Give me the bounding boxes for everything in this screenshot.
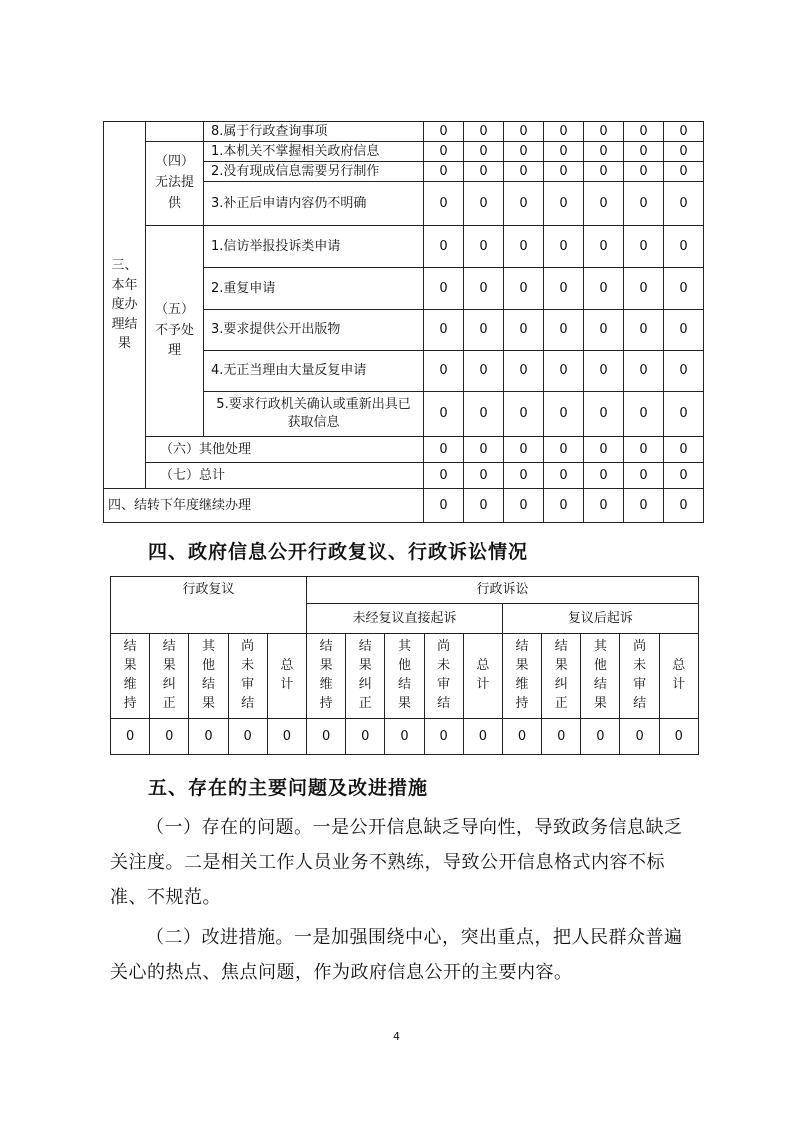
table-row (104, 226, 704, 268)
section5-heading: 五、存在的主要问题及改进措施 (148, 777, 429, 799)
value-cell: 0 (584, 182, 624, 226)
value-cell: 0 (544, 351, 584, 392)
column-label: 总计 (659, 634, 698, 719)
value-cell: 0 (624, 268, 664, 310)
value-cell: 0 (504, 463, 544, 489)
column-label: 结果维持 (502, 634, 541, 719)
value-cell: 0 (584, 142, 624, 162)
value-cell: 0 (424, 142, 464, 162)
value-cell: 0 (624, 437, 664, 463)
value-cell: 0 (464, 122, 504, 142)
value-cell: 0 (267, 719, 306, 755)
value-cell: 0 (544, 268, 584, 310)
value-cell: 0 (504, 489, 544, 523)
value-cell: 0 (664, 351, 704, 392)
column-label: 其他结果 (385, 634, 424, 719)
value-cell: 0 (624, 392, 664, 437)
section4-heading: 四、政府信息公开行政复议、行政诉讼情况 (148, 541, 529, 563)
page-number: 4 (393, 1030, 400, 1043)
value-cell: 0 (385, 719, 424, 755)
value-cell: 0 (228, 719, 267, 755)
table-row (104, 437, 704, 463)
row-label: 5.要求行政机关确认或重新出具已获取信息 (204, 392, 424, 437)
value-cell: 0 (544, 463, 584, 489)
header-row (111, 577, 699, 604)
value-cell: 0 (424, 122, 464, 142)
section3-label: 三、本年度办理结果 (104, 122, 146, 489)
value-cell: 0 (544, 122, 584, 142)
value-row (111, 719, 699, 755)
column-label: 结果维持 (111, 634, 150, 719)
value-cell: 0 (464, 351, 504, 392)
column-label: 结果纠正 (346, 634, 385, 719)
value-cell: 0 (424, 719, 463, 755)
value-cell: 0 (464, 392, 504, 437)
table-row (104, 142, 704, 162)
row-label: （六）其他处理 (146, 437, 424, 463)
value-cell: 0 (584, 351, 624, 392)
value-cell: 0 (544, 162, 584, 182)
value-cell: 0 (424, 268, 464, 310)
value-cell: 0 (464, 182, 504, 226)
value-cell: 0 (424, 351, 464, 392)
value-cell: 0 (584, 463, 624, 489)
value-cell: 0 (624, 142, 664, 162)
value-cell: 0 (664, 310, 704, 351)
review-litigation-table (110, 576, 699, 755)
value-cell: 0 (424, 226, 464, 268)
value-cell: 0 (584, 489, 624, 523)
row-label: 四、结转下年度继续办理 (104, 489, 424, 523)
value-cell: 0 (624, 310, 664, 351)
value-cell: 0 (424, 437, 464, 463)
value-cell: 0 (346, 719, 385, 755)
column-label: 其他结果 (581, 634, 620, 719)
value-cell: 0 (584, 122, 624, 142)
value-cell: 0 (544, 392, 584, 437)
value-cell: 0 (504, 437, 544, 463)
value-cell: 0 (189, 719, 228, 755)
value-cell: 0 (544, 310, 584, 351)
value-cell: 0 (111, 719, 150, 755)
value-cell: 0 (306, 719, 345, 755)
value-cell: 0 (664, 392, 704, 437)
value-cell: 0 (544, 489, 584, 523)
admin-review-header: 行政复议 (111, 577, 307, 634)
value-cell: 0 (464, 226, 504, 268)
value-cell: 0 (424, 310, 464, 351)
value-cell: 0 (659, 719, 698, 755)
admin-litigation-header: 行政诉讼 (306, 577, 698, 604)
column-label: 尚未审结 (424, 634, 463, 719)
row-label: 1.信访举报投诉类申请 (204, 226, 424, 268)
value-cell: 0 (502, 719, 541, 755)
value-cell: 0 (624, 182, 664, 226)
table-row (104, 489, 704, 523)
value-cell: 0 (664, 122, 704, 142)
column-label: 总计 (463, 634, 502, 719)
row-label: 4.无正当理由大量反复申请 (204, 351, 424, 392)
value-cell: 0 (624, 351, 664, 392)
value-cell: 0 (664, 162, 704, 182)
value-cell: 0 (504, 162, 544, 182)
table-row (104, 122, 704, 142)
row-label: 8.属于行政查询事项 (204, 122, 424, 142)
value-cell: 0 (504, 226, 544, 268)
value-cell: 0 (664, 463, 704, 489)
value-cell: 0 (544, 437, 584, 463)
value-cell: 0 (542, 719, 581, 755)
row-label: 2.没有现成信息需要另行制作 (204, 162, 424, 182)
value-cell: 0 (664, 489, 704, 523)
value-cell: 0 (544, 226, 584, 268)
value-cell: 0 (424, 162, 464, 182)
value-cell: 0 (464, 463, 504, 489)
value-cell: 0 (504, 122, 544, 142)
value-cell: 0 (624, 226, 664, 268)
column-label: 尚未审结 (228, 634, 267, 719)
value-cell: 0 (464, 268, 504, 310)
value-cell: 0 (424, 182, 464, 226)
value-cell: 0 (664, 142, 704, 162)
value-cell: 0 (620, 719, 659, 755)
value-cell: 0 (664, 268, 704, 310)
value-cell: 0 (464, 310, 504, 351)
value-cell: 0 (504, 310, 544, 351)
value-cell: 0 (581, 719, 620, 755)
problems-paragraph: （一）存在的问题。一是公开信息缺乏导向性，导致政务信息缺乏关注度。二是相关工作人员业务不熟练，导致公开信息格式内容不标准、不规范。 (110, 817, 683, 908)
table-row (104, 463, 704, 489)
value-cell: 0 (150, 719, 189, 755)
value-cell: 0 (624, 122, 664, 142)
measures-paragraph: （二）改进措施。一是加强围绕中心，突出重点，把人民群众普遍关心的热点、焦点问题，作为政府信息公开的主要内容。 (110, 927, 683, 983)
value-cell: 0 (424, 463, 464, 489)
results-table (103, 121, 704, 523)
column-label: 总计 (267, 634, 306, 719)
group5-label: （五）不予处理 (146, 226, 204, 437)
column-label: 尚未审结 (620, 634, 659, 719)
value-cell: 0 (624, 463, 664, 489)
value-cell: 0 (424, 489, 464, 523)
value-cell: 0 (504, 142, 544, 162)
value-cell: 0 (504, 392, 544, 437)
value-cell: 0 (504, 182, 544, 226)
group4-label: （四）无法提供 (146, 142, 204, 226)
column-label: 结果纠正 (150, 634, 189, 719)
column-label: 结果维持 (306, 634, 345, 719)
value-cell: 0 (664, 182, 704, 226)
value-cell: 0 (624, 162, 664, 182)
value-cell: 0 (544, 142, 584, 162)
value-cell: 0 (584, 226, 624, 268)
value-cell: 0 (544, 182, 584, 226)
value-cell: 0 (584, 162, 624, 182)
value-cell: 0 (424, 392, 464, 437)
blank-cell (146, 122, 204, 142)
value-cell: 0 (584, 310, 624, 351)
column-label-row (111, 634, 699, 719)
value-cell: 0 (584, 392, 624, 437)
row-label: 3.要求提供公开出版物 (204, 310, 424, 351)
value-cell: 0 (504, 268, 544, 310)
value-cell: 0 (624, 489, 664, 523)
row-label: 3.补正后申请内容仍不明确 (204, 182, 424, 226)
value-cell: 0 (464, 437, 504, 463)
row-label: 1.本机关不掌握相关政府信息 (204, 142, 424, 162)
value-cell: 0 (464, 142, 504, 162)
value-cell: 0 (584, 437, 624, 463)
column-label: 结果纠正 (542, 634, 581, 719)
direct-suit-header: 未经复议直接起诉 (306, 604, 502, 634)
value-cell: 0 (464, 162, 504, 182)
after-review-header: 复议后起诉 (502, 604, 698, 634)
value-cell: 0 (463, 719, 502, 755)
row-label: 2.重复申请 (204, 268, 424, 310)
value-cell: 0 (584, 268, 624, 310)
value-cell: 0 (664, 437, 704, 463)
row-label: （七）总计 (146, 463, 424, 489)
column-label: 其他结果 (189, 634, 228, 719)
value-cell: 0 (504, 351, 544, 392)
value-cell: 0 (464, 489, 504, 523)
value-cell: 0 (664, 226, 704, 268)
